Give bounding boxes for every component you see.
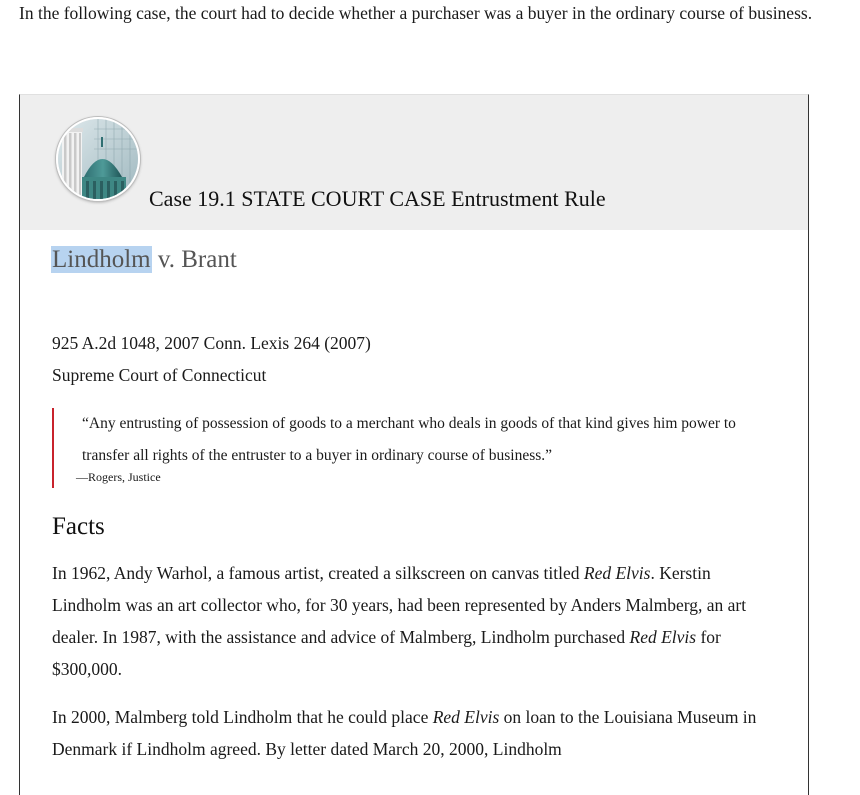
text-run: for $300,000. [52,627,721,679]
facts-paragraph-2 [52,701,782,765]
courthouse-dome-icon [56,117,140,201]
text-run: . Kerstin Lindholm was an art collector who, for 30 years, had been represented by Anders Malmberg, an art dealer. In 1987, with the assistance and advice of Malmberg, Lindholm purchased [52,563,747,647]
courthouse-dome-graphic [58,119,138,199]
case-header [20,95,808,230]
facts-paragraph-1 [52,557,782,685]
text-run: In 2000, Malmberg told Lindholm that he could place [52,707,433,727]
case-name [52,246,237,274]
quote-attribution: —Rogers, Justice [76,470,161,484]
artwork-title: Red Elvis [629,627,697,647]
intro-paragraph: In the following case, the court had to decide whether a purchaser was a buyer in the ordinary course of business. [19,3,813,23]
text-run: on loan to the Louisiana Museum in Denmark if Lindholm agreed. By letter dated March 20, 2000, Lindholm [52,707,757,759]
case-title: Case 19.1 STATE COURT CASE Entrustment Rule [149,186,606,211]
artwork-title: Red Elvis [583,563,651,583]
text-run: In 1962, Andy Warhol, a famous artist, created a silkscreen on canvas titled [52,563,584,583]
case-citation [52,327,371,391]
case-box [19,94,809,795]
artwork-title: Red Elvis [432,707,500,727]
case-name-rest: v. Brant [151,246,237,273]
facts-heading: Facts [52,513,105,540]
citation-reporter: 925 A.2d 1048, 2007 Conn. Lexis 264 (2007) [52,333,371,353]
quote-text: “Any entrusting of possession of goods to a merchant who deals in goods of that kind gives him power to transfer all rights of the entruster to a buyer in ordinary course of business.” [82,415,736,464]
highlighted-text-selection[interactable]: Lindholm [52,246,151,273]
citation-court: Supreme Court of Connecticut [52,365,267,385]
quote-block [52,408,774,488]
